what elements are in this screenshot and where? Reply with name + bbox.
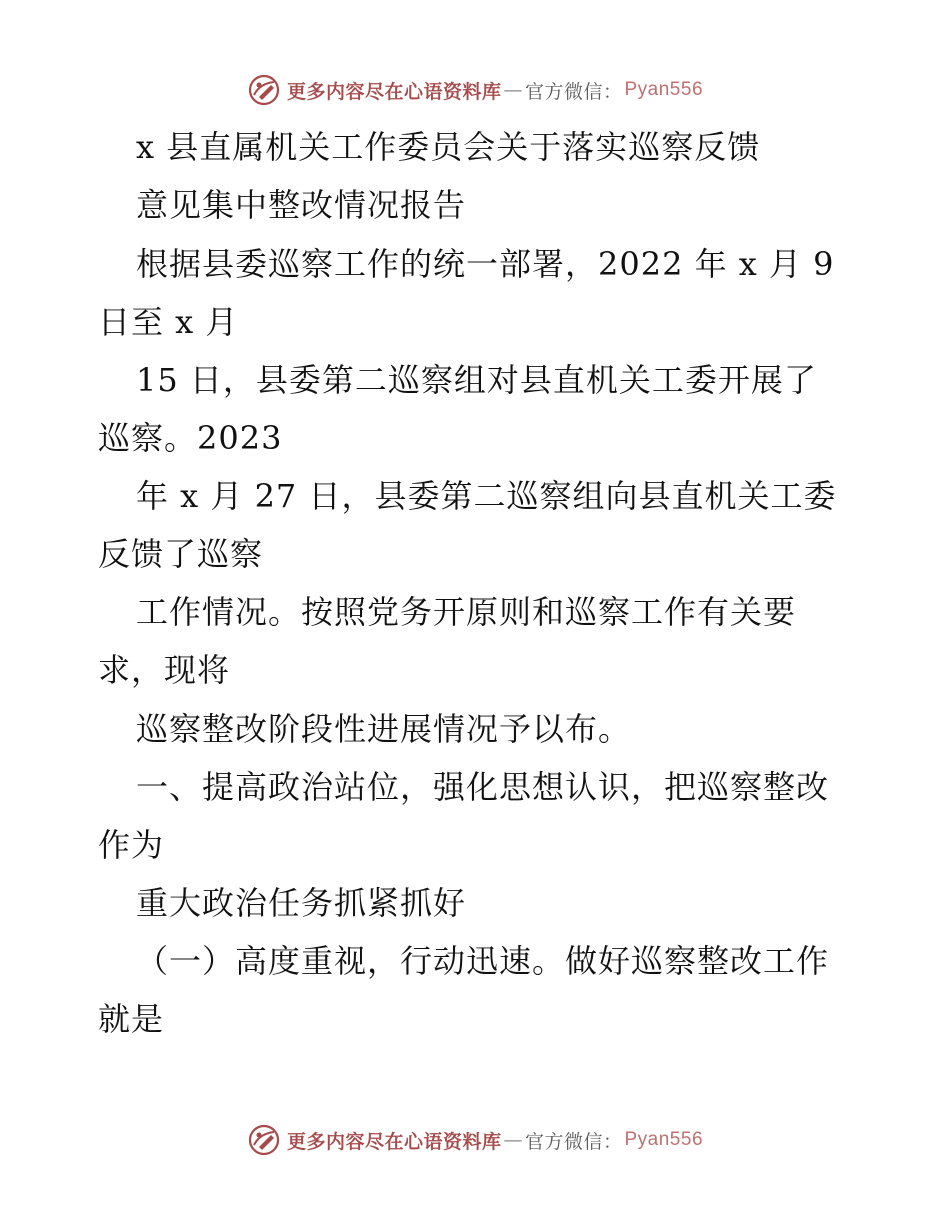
- section-heading-line: 重大政治任务抓紧抓好: [136, 884, 467, 922]
- footer-banner: [0, 1120, 950, 1160]
- paragraph-line: 日至 x 月: [98, 303, 239, 341]
- section-heading-line: 一、提高政治站位，强化思想认识，把巡察整改: [136, 768, 830, 806]
- paragraph-line: 年 x 月 27 日，县委第二巡察组向县直机关工委: [136, 477, 837, 515]
- banner-wechat-id: Pyan556: [624, 1129, 704, 1150]
- subsection-line: （一）高度重视，行动迅速。做好巡察整改工作: [136, 942, 830, 980]
- paragraph-line: 工作情况。按照党务开原则和巡察工作有关要: [136, 593, 797, 631]
- banner-main-text: 更多内容尽在心语资料库: [286, 80, 502, 103]
- doc-title-line-1: x 县直属机关工作委员会关于落实巡察反馈: [136, 128, 761, 166]
- paragraph-line: 15 日，县委第二巡察组对县直机关工委开展了: [136, 361, 817, 399]
- paragraph-line: 求，现将: [98, 651, 231, 689]
- banner-wechat-id: Pyan556: [624, 79, 704, 100]
- banner-contact-label: 官方微信：: [524, 80, 623, 103]
- logo-icon: [247, 1123, 281, 1157]
- subsection-line: 就是: [98, 1000, 165, 1038]
- banner-dash: —: [503, 1129, 523, 1151]
- paragraph-line: 根据县委巡察工作的统一部署，2022 年 x 月 9: [136, 245, 835, 283]
- paragraph-line: 反馈了巡察: [98, 535, 264, 573]
- paragraph-line: 巡察。2023: [98, 419, 283, 457]
- section-heading-line: 作为: [98, 826, 165, 864]
- doc-title-line-2: 意见集中整改情况报告: [136, 186, 467, 224]
- paragraph-line: 巡察整改阶段性进展情况予以布。: [136, 710, 632, 748]
- logo-icon: [247, 73, 281, 107]
- banner-dash: —: [503, 79, 523, 101]
- header-banner: [0, 70, 950, 110]
- banner-main-text: 更多内容尽在心语资料库: [286, 1130, 502, 1153]
- banner-contact-label: 官方微信：: [524, 1130, 623, 1153]
